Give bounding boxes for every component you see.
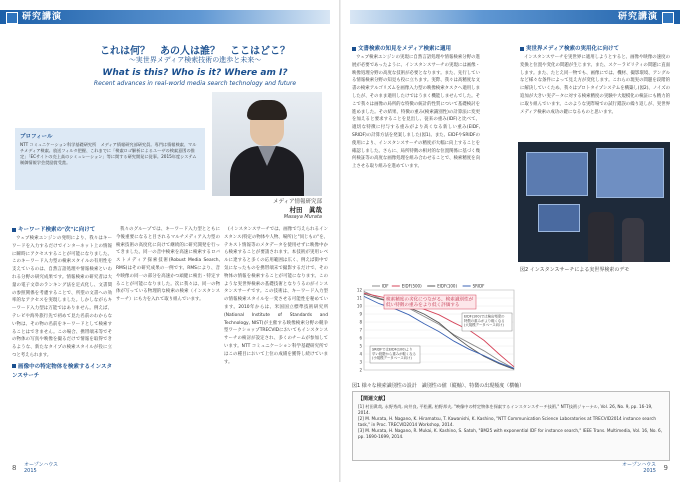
reference-item: [2] M. Murata, H. Nagano, K. Hiramatsu, T. Kawanishi, K. Kashino, "NTT Communication Science Laboratories at TRECVID2014 instance search task," in Proc. TRECVID2014 Workshop, 2014. [358, 416, 657, 427]
section-heading-keyword: キーワード検索の"次"に向けて [12, 226, 112, 235]
section-square-icon [6, 12, 18, 24]
y-tick-label: 5 [359, 343, 362, 349]
figure1-chart [350, 280, 520, 376]
heading-square-icon [520, 47, 524, 51]
section-label: 研究講演 [617, 12, 658, 22]
y-tick-label: 2 [359, 367, 362, 373]
annotation-main: 検索精度の劣化につながる、検索識別性が [386, 297, 474, 303]
heading-square-icon [12, 364, 16, 368]
column-keyword [12, 226, 112, 381]
demo-photo [518, 142, 670, 262]
section-label: 研究講演 [22, 12, 63, 22]
y-tick-label: 6 [359, 335, 362, 341]
section-text-image: 我々のグループでは、キーワード入力型とともに今後重要になると目されるマルチメディア入力型の検索技術の高度化に向けて継続的に研究開発を行ってきました。同一の音中検索を高速に検索するロバストメディア探索技術(Robust Media Search, RMS)はその研究成果の一例です。RMSにより、音や映像の同一の部分を高速かつ頑健に検出・特定することが可能になりました。次に我々は、同一の物体が写っている物理的な検索の検索（インスタンスサーチ）にも力を入れて取り組んでいます。 [116, 227, 220, 303]
y-tick-label: 7 [359, 327, 362, 333]
y-tick-label: 9 [359, 311, 362, 317]
annotation-eidf100: 特徴の重みがより軽くなる [464, 318, 505, 323]
y-tick-label: 4 [359, 351, 362, 357]
page-number-right: 9 [663, 464, 668, 472]
profile-text: NTT コミュニケーション科学基礎研究所 メディア情報研究部研究員。専門は情報検索、マルチメディア検索。放送フィルタ把握、これまでに「検索ロゴ解析によるユーザの検索意図の推定」「ECサイトの売上高のシミュレーション」等に関する研究開発に従事。2015年度システム制御情報学会奨励賞受賞。 [20, 142, 197, 165]
subtitle-english: Recent advances in real-world media search technology and future [93, 80, 297, 87]
author-photo [212, 92, 322, 196]
y-tick-label: 12 [356, 287, 362, 293]
annotation-sridf: SRIDFではEIDF(100)より [372, 347, 413, 352]
title-japanese: これは何？ あの人は誰？ ここはどこ？ [100, 46, 290, 57]
figure1-caption: 図1 様々な検索識別性の設計 識別性の値（縦軸）、特徴の出現頻度（横軸） [352, 383, 525, 389]
heading-square-icon [352, 47, 356, 51]
section-heading-image: 画像中の特定物体を検索するインスタンスサーチ [12, 363, 112, 379]
y-tick-label: 10 [356, 303, 362, 309]
author-affiliation: メディア情報研究部 [272, 199, 322, 205]
legend-entry: SRIDF [472, 283, 485, 289]
y-tick-label: 11 [356, 295, 362, 301]
figure2-caption: 図2 インスタンスサーチによる実世界検索のデモ [520, 267, 630, 273]
section-header-right [350, 10, 680, 24]
column-media [224, 226, 328, 366]
column-realworld [520, 45, 670, 116]
heading-square-icon [12, 228, 16, 232]
column-document [352, 45, 480, 171]
author-name-roman: Masaya Murata [283, 214, 322, 220]
annotation-eidf100: (大規模データベース向け) [464, 323, 504, 328]
right-page [340, 0, 680, 482]
section-heading-realworld: 実世界メディア検索の実用化に向けて [520, 45, 670, 54]
references-heading: 【関連文献】 [358, 396, 389, 402]
section-text-document: ウェブ検索エンジンの実現に自然言語処理や情報検索分野の進展が必要であったように、インスタンスサーチの実現には画像・映像処理分野の高度な技術が必要となります。また、先行している情報検索分野の知見も役に立ちます。実際、我々は高精度な文書の検索アルゴリズムを画像入力型の映像検索タスクへ適用しましたが、そのまま適用したけではうまく機能しませんでした。そこで我々は画像の局所的な特徴の統計的性質について基礎検討を進めました。その結果、特徴の重み(検索識別性)の計算法に変更を加えると要求することを見出し、従来の重み(IDF)と比べて、適切な特徴に付与する重みがより高くなる新しい重み(EIDF, SRIDF)の計算方法を発案しました(図1)。また、EIDFやSRIDFの使用により、インスタンスサーチの精度が大幅に向上することを確認しました。さらに、局所特徴の相対的な位置関係に基づく幾何検証等の高度な画像処理を組み合わせることで、検索精度を向上させる取り組みを進めています。 [352, 55, 480, 170]
y-tick-label: 3 [359, 359, 362, 365]
profile-heading: プロフィール [20, 134, 53, 140]
section-text-keyword: ウェブ検索エンジンの発明により、我々はキーワードを入力するだけでインターネット上の情報に瞬時にアクセスすることが可能になりました。このキーワード入力型の検索スタイルの有用性を支えているのは、自然言語処理や情報検索といわれる分野の研究成果です。情報検索の研究者は大量の電子文章のランキング法を定式化し、文書間の参照関係を考慮することで、所望の文書への効率的なアクセスを実現しました。しかしながらキーワード入力型は万能ではありません。例えば、テレビや海外旅行先で初めて見た名前のわからない物は、その物の名前をキーワードとして検索することはできません。この場合、携帯端末等でその物体の写真や映像を撮るだけで情報を取得できるような、新たなタイプの検索スタイルが役に立つと考えられます。 [12, 236, 112, 358]
legend-entry: EIDF(100) [437, 283, 458, 289]
column-image-search [116, 226, 220, 304]
section-text-realworld: インスタンスサーチを実世界に適用しようとすると、画像や映像の速度の変換と位置や変化の問題が生じます。また、スケーラビリティの問題に直面します。また、たとえ同一物でも、画像にでは、機材、撮影環境、アングルなど様々な条件によって見え方が変化します。これらの現実の問題を段階的に解決していくため、我々はプロトタイプシステムを構築し(図2)、ノイズの追加が大きい実データに対する検索精度の実験や大規模化の検証にも精力的に取り組んでいます。このような実際場での試行錯誤の繰り返しが、実世界メディア検索の成功の鍵になるものと思います。 [520, 55, 670, 115]
section-header-left [0, 10, 330, 24]
footer-label-left: オープンハウス 2015 [24, 462, 59, 474]
annotation-main: 低い特徴の重みをより低く評価する [386, 303, 460, 309]
legend-entry: EIDF(500) [401, 283, 422, 289]
annotation-sridf: 早い段階から重みが軽くなる [372, 351, 417, 356]
author-name: 村田 眞哉 [289, 206, 322, 214]
idf-chart [350, 280, 520, 376]
reference-item: [3] M. Murata, H. Nagano, R. Mukai, K. Kashino, S. Satoh, "BM25 with exponential IDF for instance search," IEEE Trans. Multimedia, Vol. 16, No. 6, pp. 1690-1699, 2014. [358, 428, 662, 439]
profile-box [15, 128, 205, 190]
annotation-eidf100: EIDF(100)では検出頻度の [464, 314, 505, 319]
section-text-media: (インスタンスサーチでは、画像で与えられるインスタンス(特定の物体や人物、場所)と"同じもの"を、テキスト情報等のメタデータを使用せずに映像中から検索することが要請されます。本技術が実用レベルに達すると多くの応用範囲は広く、例えば街中で気になったものを携帯端末で撮影するだけで、その物体の情報を検索することが可能になります。このような実世界検索の基礎技術となりうるのがインスタンスサーチです。この技術は、キーワード入力型の情報検索スタイルを一変させる可能性を秘めています。2010年からは、米国国立標準技術研究所(National Institute of Standards and Technology, NIST)が主催する映像検索分野の競争型ワークショップTRECVIDにおいてもインスタンスサーチの検討が設定され、多くのチームが参加しています。NTT コミュニケーション科学基礎研究所ではこの種目において上位の成績を獲得し続けています。 [224, 227, 328, 365]
page-number-left: 8 [12, 464, 17, 472]
section-heading-document: 文書検索の知見をメディア検索に適用 [352, 45, 480, 54]
annotation-sridf: (小規模データベース向け) [372, 356, 412, 361]
reference-item: [1] 村田眞哉, 永野秀尚, 向井良, 平松薫, 柏野邦夫, "映像中の特定物体を探索するインスタンスサーチ技術," NTT技術ジャーナル, Vol. 26, No. 9, pp. 16-19, 2014. [358, 404, 653, 415]
legend-entry: IDF [382, 283, 389, 289]
subtitle-japanese: 〜実世界メディア検索技術の進歩と未来〜 [128, 56, 262, 64]
footer-label-right: オープンハウス 2015 [621, 462, 656, 474]
section-square-icon [662, 12, 674, 24]
references-box [352, 391, 670, 461]
title-english: What is this? Who is it? Where am I? [102, 68, 288, 78]
y-tick-label: 8 [359, 319, 362, 325]
